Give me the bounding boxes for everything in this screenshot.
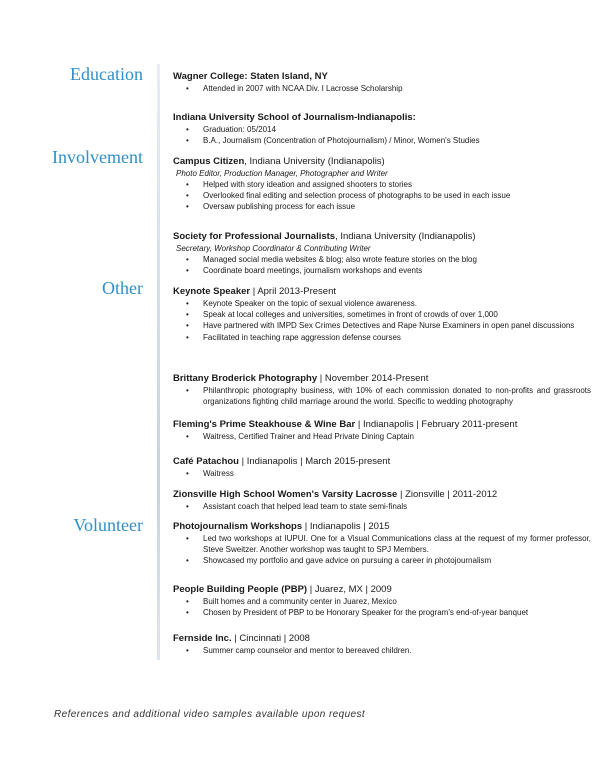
resume-entry xyxy=(173,70,591,94)
bullet-item: • Summer camp counselor and mentor to bereaved children. xyxy=(173,645,591,656)
bullet-item: • Philanthropic photography business, with 10% of each commission donated to non-profits and grassroots organizations fighting child marriage around the world. Specific to wedding photography xyxy=(173,385,591,407)
bullet-list xyxy=(173,83,591,94)
entry-title xyxy=(173,111,591,124)
resume-entry xyxy=(173,455,591,479)
entry-organization: Brittany Broderick Photography xyxy=(173,373,318,384)
bullet-item: • Oversaw publishing process for each issue xyxy=(173,201,591,212)
bullet-item: • Facilitated in teaching rape aggression defense courses xyxy=(173,332,591,343)
bullet-list xyxy=(173,501,591,512)
bullet-list xyxy=(173,298,591,343)
bullet-item: • Chosen by President of PBP to be Honorary Speaker for the program's end-of-year banquet xyxy=(173,607,591,618)
bullet-item: • Overlooked final editing and selection process of photographs to be used in each issue xyxy=(173,190,591,201)
bullet-item: • Attended in 2007 with NCAA Div. I Lacrosse Scholarship xyxy=(173,83,591,94)
entry-title xyxy=(173,520,591,533)
entry-detail: | April 2013-Present xyxy=(250,286,336,297)
bullet-item: • Led two workshops at IUPUI. One for a Visual Communications class at the request of my former professor, Steve Sweitzer. Another workshop was taught to SPJ Members. xyxy=(173,533,591,555)
resume-entry xyxy=(173,632,591,656)
bullet-list xyxy=(173,179,591,213)
bullet-item: • Waitress xyxy=(173,468,591,479)
bullet-list xyxy=(173,254,591,276)
vertical-divider xyxy=(157,64,160,660)
resume-entry xyxy=(173,418,591,442)
section-heading-involvement: Involvement xyxy=(52,147,143,167)
bullet-item: • Have partnered with IMPD Sex Crimes Detectives and Rape Nurse Examiners in open panel discussions xyxy=(173,320,591,331)
references-note: References and additional video samples available upon request xyxy=(54,709,366,720)
entry-organization: Zionsville High School Women's Varsity Lacrosse xyxy=(173,489,398,500)
bullet-item: • Graduation: 05/2014 xyxy=(173,124,591,135)
entry-detail: | Indianapolis | February 2011-present xyxy=(355,419,518,430)
entry-title xyxy=(173,583,591,596)
entry-title xyxy=(173,455,591,468)
entry-role: Photo Editor, Production Manager, Photographer and Writer xyxy=(176,169,388,178)
entry-organization: Photojournalism Workshops xyxy=(173,521,303,532)
resume-entry xyxy=(173,111,591,146)
bullet-item: • B.A., Journalism (Concentration of Photojournalism) / Minor, Women's Studies xyxy=(173,135,591,146)
bullet-list xyxy=(173,468,591,479)
bullet-item: • Showcased my portfolio and gave advice on pursuing a career in photojournalism xyxy=(173,555,591,566)
entry-organization: Wagner College: Staten Island, NY xyxy=(173,71,328,82)
entry-detail: | Indianapolis | 2015 xyxy=(302,521,390,532)
entry-title xyxy=(173,155,591,168)
resume-entry xyxy=(173,230,591,276)
entry-organization: People Building People (PBP) xyxy=(173,584,308,595)
resume-entry xyxy=(173,520,591,567)
entry-title xyxy=(173,488,591,501)
entry-title xyxy=(173,372,591,385)
bullet-item: • Coordinate board meetings, journalism workshops and events xyxy=(173,265,591,276)
bullet-list xyxy=(173,431,591,442)
entry-organization: Campus Citizen xyxy=(173,156,245,167)
entry-title xyxy=(173,285,591,298)
entry-organization: Keynote Speaker xyxy=(173,286,251,297)
bullet-item: • Waitress, Certified Trainer and Head Private Dining Captain xyxy=(173,431,591,442)
entry-detail: | Juarez, MX | 2009 xyxy=(307,584,392,595)
entry-organization: Fleming's Prime Steakhouse & Wine Bar xyxy=(173,419,356,430)
entry-title xyxy=(173,230,591,243)
section-heading-education: Education xyxy=(70,64,143,84)
entry-organization: Café Patachou xyxy=(173,456,239,467)
resume-entry xyxy=(173,488,591,512)
resume-entry xyxy=(173,372,591,407)
resume-entry xyxy=(173,155,591,213)
entry-detail: , Indiana University (Indianapolis) xyxy=(244,156,385,167)
entry-organization: Society for Professional Journalists xyxy=(173,231,336,242)
entry-detail: , Indiana University (Indianapolis) xyxy=(335,231,476,242)
entry-detail: | Cincinnati | 2008 xyxy=(231,633,310,644)
entry-detail: | Indianapolis | March 2015-present xyxy=(239,456,391,467)
bullet-item: • Assistant coach that helped lead team to state semi-finals xyxy=(173,501,591,512)
section-heading-volunteer: Volunteer xyxy=(73,515,143,535)
entry-title xyxy=(173,632,591,645)
entry-title xyxy=(173,70,591,83)
bullet-item: • Managed social media websites & blog; also wrote feature stories on the blog xyxy=(173,254,591,265)
resume-entry xyxy=(173,285,591,343)
entry-detail: | November 2014-Present xyxy=(317,373,429,384)
bullet-list xyxy=(173,533,591,567)
entry-organization: Indiana University School of Journalism-Indianapolis: xyxy=(173,112,416,123)
bullet-list xyxy=(173,645,591,656)
bullet-list xyxy=(173,124,591,146)
entry-organization: Fernside Inc. xyxy=(173,633,232,644)
bullet-list xyxy=(173,596,591,618)
bullet-item: • Built homes and a community center in Juarez, Mexico xyxy=(173,596,591,607)
entry-title xyxy=(173,418,591,431)
resume-entry xyxy=(173,583,591,618)
bullet-list xyxy=(173,385,591,407)
section-heading-other: Other xyxy=(102,278,143,298)
entry-role: Secretary, Workshop Coordinator & Contributing Writer xyxy=(176,244,371,253)
bullet-item: • Helped with story ideation and assigned shooters to stories xyxy=(173,179,591,190)
bullet-item: • Keynote Speaker on the topic of sexual violence awareness. xyxy=(173,298,591,309)
entry-detail: | Zionsville | 2011-2012 xyxy=(397,489,498,500)
bullet-item: • Speak at local colleges and universities, sometimes in front of crowds of over 1,000 xyxy=(173,309,591,320)
